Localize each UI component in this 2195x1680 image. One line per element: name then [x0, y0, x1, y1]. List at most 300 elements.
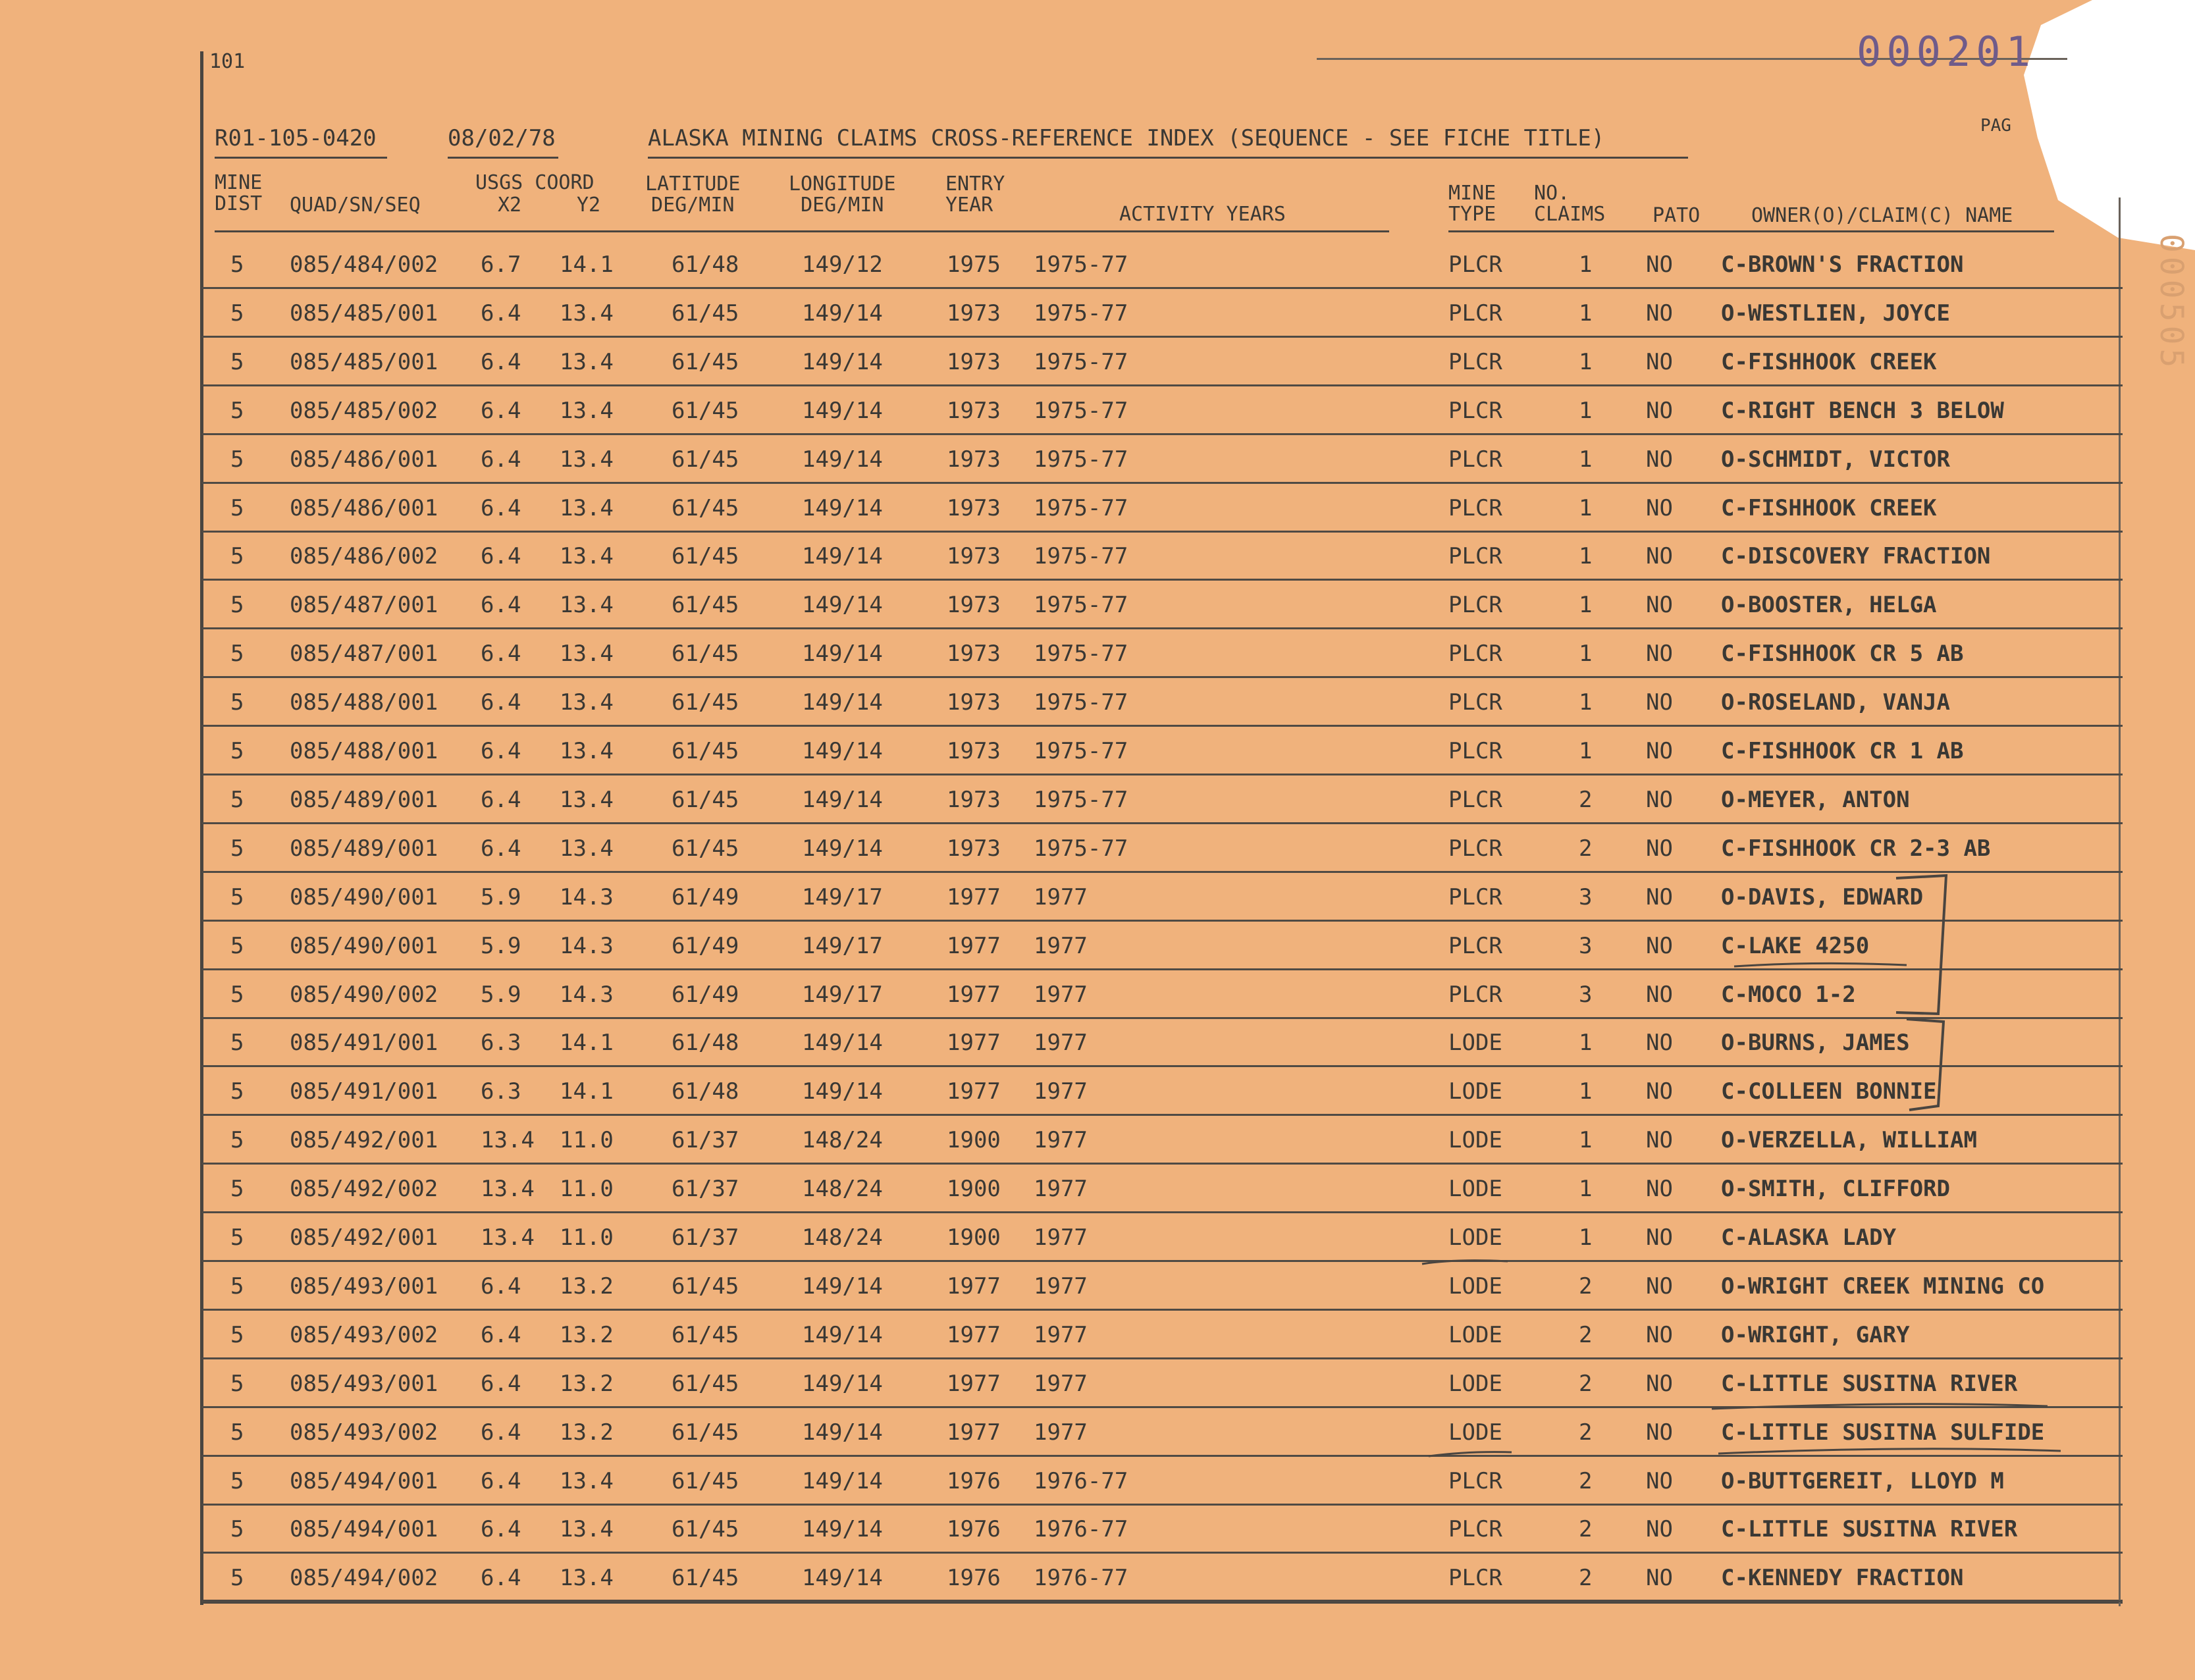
mine-type-cell: LODE	[1448, 1127, 1502, 1154]
owner-claim-name-cell: O-BUTTGEREIT, LLOYD M	[1721, 1467, 2004, 1494]
quad-sn-seq-cell: 085/488/001	[290, 689, 438, 716]
mine-dist-cell: 5	[230, 494, 244, 521]
owner-claim-name-cell: C-RIGHT BENCH 3 BELOW	[1721, 397, 2004, 424]
quad-sn-seq-cell: 085/491/001	[290, 1078, 438, 1105]
mine-dist-cell: 5	[230, 543, 244, 570]
no-claims-cell: 2	[1579, 1321, 1593, 1348]
quad-sn-seq-cell: 085/490/001	[290, 932, 438, 959]
side-stamp: 000505	[2153, 234, 2190, 372]
mine-type-cell: LODE	[1448, 1273, 1502, 1299]
mine-dist-cell: 5	[230, 786, 244, 813]
latitude-cell: 61/48	[672, 1030, 739, 1057]
latitude-cell: 61/49	[672, 883, 739, 910]
quad-sn-seq-cell: 085/485/002	[290, 397, 438, 424]
entry-year-cell: 1973	[947, 786, 1001, 813]
pato-cell: NO	[1646, 348, 1673, 375]
longitude-cell: 149/14	[802, 1078, 883, 1105]
owner-claim-name-cell: O-WRIGHT, GARY	[1721, 1321, 1910, 1348]
no-claims-cell: 1	[1579, 446, 1593, 473]
col-usgs-coord: USGS COORD	[475, 171, 595, 194]
serial-number: 000201	[1857, 28, 2036, 76]
entry-year-cell: 1973	[947, 397, 1001, 424]
entry-year-cell: 1900	[947, 1224, 1001, 1251]
mine-type-cell: PLCR	[1448, 446, 1502, 473]
quad-sn-seq-cell: 085/492/001	[290, 1224, 438, 1251]
latitude-cell: 61/48	[672, 251, 739, 278]
entry-year-cell: 1900	[947, 1176, 1001, 1203]
mine-type-cell: PLCR	[1448, 251, 1502, 278]
report-title: ALASKA MINING CLAIMS CROSS-REFERENCE INDEX (SEQUENCE - SEE FICHE TITLE)	[648, 125, 1605, 151]
usgs-y2-cell: 13.4	[560, 543, 614, 570]
quad-sn-seq-cell: 085/493/002	[290, 1321, 438, 1348]
col-no-claims: NO. CLAIMS	[1534, 182, 1606, 226]
longitude-cell: 149/14	[802, 494, 883, 521]
underline-mark-4	[1712, 1404, 2048, 1409]
quad-sn-seq-cell: 085/494/002	[290, 1565, 438, 1592]
entry-year-cell: 1973	[947, 543, 1001, 570]
col-longitude: LONGITUDE DEG/MIN	[789, 172, 896, 217]
usgs-x2-cell: 6.7	[481, 251, 521, 278]
usgs-x2-cell: 6.4	[481, 1565, 521, 1592]
usgs-y2-cell: 13.4	[560, 1467, 614, 1494]
entry-year-cell: 1977	[947, 1078, 1001, 1105]
usgs-x2-cell: 6.4	[481, 1370, 521, 1397]
usgs-y2-cell: 13.2	[560, 1370, 614, 1397]
no-claims-cell: 1	[1579, 543, 1593, 570]
no-claims-cell: 1	[1579, 1030, 1593, 1057]
no-claims-cell: 1	[1579, 1176, 1593, 1203]
entry-year-cell: 1976	[947, 1516, 1001, 1543]
no-claims-cell: 1	[1579, 397, 1593, 424]
usgs-x2-cell: 6.4	[481, 1273, 521, 1299]
longitude-cell: 149/14	[802, 1370, 883, 1397]
longitude-cell: 149/14	[802, 1273, 883, 1299]
usgs-x2-cell: 6.4	[481, 738, 521, 764]
activity-years-cell: 1975-77	[1034, 251, 1128, 278]
col-latitude: LATITUDE DEG/MIN	[645, 172, 741, 217]
entry-year-cell: 1976	[947, 1467, 1001, 1494]
mine-dist-cell: 5	[230, 251, 244, 278]
activity-years-cell: 1975-77	[1034, 592, 1128, 619]
no-claims-cell: 1	[1579, 641, 1593, 668]
longitude-cell: 149/14	[802, 738, 883, 764]
usgs-y2-cell: 11.0	[560, 1224, 614, 1251]
no-claims-cell: 2	[1579, 1370, 1593, 1397]
mine-dist-cell: 5	[230, 1030, 244, 1057]
activity-years-cell: 1977	[1034, 1224, 1088, 1251]
activity-years-cell: 1976-77	[1034, 1516, 1128, 1543]
mine-type-cell: PLCR	[1448, 397, 1502, 424]
mine-type-cell: PLCR	[1448, 300, 1502, 327]
col-quad: QUAD/SN/SEQ	[290, 194, 421, 217]
usgs-y2-cell: 13.2	[560, 1321, 614, 1348]
longitude-cell: 149/14	[802, 300, 883, 327]
quad-sn-seq-cell: 085/487/001	[290, 592, 438, 619]
entry-year-cell: 1977	[947, 1273, 1001, 1299]
entry-year-cell: 1975	[947, 251, 1001, 278]
col-owner-claim: OWNER(O)/CLAIM(C) NAME	[1751, 204, 2013, 227]
quad-sn-seq-cell: 085/485/001	[290, 348, 438, 375]
no-claims-cell: 2	[1579, 1565, 1593, 1592]
activity-years-cell: 1975-77	[1034, 494, 1128, 521]
longitude-cell: 149/14	[802, 543, 883, 570]
mine-dist-cell: 5	[230, 1321, 244, 1348]
mine-dist-cell: 5	[230, 738, 244, 764]
quad-sn-seq-cell: 085/490/002	[290, 981, 438, 1008]
mine-type-cell: PLCR	[1448, 1516, 1502, 1543]
longitude-cell: 149/17	[802, 932, 883, 959]
owner-claim-name-cell: O-SCHMIDT, VICTOR	[1721, 446, 1950, 473]
mine-type-cell: PLCR	[1448, 543, 1502, 570]
usgs-x2-cell: 6.4	[481, 300, 521, 327]
pato-cell: NO	[1646, 981, 1673, 1008]
usgs-y2-cell: 13.2	[560, 1273, 614, 1299]
owner-claim-name-cell: O-BOOSTER, HELGA	[1721, 592, 1937, 619]
owner-claim-name-cell: C-FISHHOOK CR 1 AB	[1721, 738, 1964, 764]
mine-dist-cell: 5	[230, 1370, 244, 1397]
usgs-y2-cell: 13.2	[560, 1419, 614, 1446]
pato-cell: NO	[1646, 1273, 1673, 1299]
no-claims-cell: 2	[1579, 835, 1593, 862]
mine-type-cell: PLCR	[1448, 932, 1502, 959]
entry-year-cell: 1973	[947, 494, 1001, 521]
usgs-y2-cell: 13.4	[560, 348, 614, 375]
pato-cell: NO	[1646, 1321, 1673, 1348]
entry-year-cell: 1973	[947, 641, 1001, 668]
longitude-cell: 149/14	[802, 446, 883, 473]
latitude-cell: 61/45	[672, 300, 739, 327]
usgs-x2-cell: 5.9	[481, 981, 521, 1008]
owner-claim-name-cell: O-VERZELLA, WILLIAM	[1721, 1127, 1977, 1154]
usgs-x2-cell: 6.4	[481, 348, 521, 375]
quad-sn-seq-cell: 085/492/001	[290, 1127, 438, 1154]
entry-year-cell: 1977	[947, 1030, 1001, 1057]
quad-sn-seq-cell: 085/486/001	[290, 446, 438, 473]
pato-cell: NO	[1646, 835, 1673, 862]
no-claims-cell: 1	[1579, 348, 1593, 375]
activity-years-cell: 1976-77	[1034, 1565, 1128, 1592]
usgs-x2-cell: 13.4	[481, 1127, 535, 1154]
usgs-y2-cell: 13.4	[560, 397, 614, 424]
activity-years-cell: 1977	[1034, 1321, 1088, 1348]
pato-cell: NO	[1646, 883, 1673, 910]
owner-claim-name-cell: C-DISCOVERY FRACTION	[1721, 543, 1991, 570]
quad-sn-seq-cell: 085/493/001	[290, 1273, 438, 1299]
activity-years-cell: 1975-77	[1034, 300, 1128, 327]
owner-claim-name-cell: C-BROWN'S FRACTION	[1721, 251, 1964, 278]
col-entry-year: ENTRY YEAR	[945, 172, 1005, 217]
longitude-cell: 149/14	[802, 1565, 883, 1592]
no-claims-cell: 3	[1579, 932, 1593, 959]
no-claims-cell: 1	[1579, 1078, 1593, 1105]
page-label: PAG	[1980, 116, 2011, 136]
usgs-x2-cell: 13.4	[481, 1224, 535, 1251]
owner-claim-name-cell: C-COLLEEN BONNIE	[1721, 1078, 1937, 1105]
pato-cell: NO	[1646, 932, 1673, 959]
no-claims-cell: 3	[1579, 981, 1593, 1008]
quad-sn-seq-cell: 085/493/002	[290, 1419, 438, 1446]
mine-type-cell: PLCR	[1448, 494, 1502, 521]
usgs-y2-cell: 14.3	[560, 932, 614, 959]
usgs-x2-cell: 5.9	[481, 932, 521, 959]
pato-cell: NO	[1646, 543, 1673, 570]
corner-mark: 101	[209, 50, 246, 73]
owner-claim-name-cell: C-ALASKA LADY	[1721, 1224, 1897, 1251]
latitude-cell: 61/48	[672, 1078, 739, 1105]
quad-sn-seq-cell: 085/487/001	[290, 641, 438, 668]
latitude-cell: 61/45	[672, 1516, 739, 1543]
col-activity-years: ACTIVITY YEARS	[1119, 203, 1286, 226]
entry-year-cell: 1977	[947, 883, 1001, 910]
entry-year-cell: 1977	[947, 1419, 1001, 1446]
usgs-y2-cell: 13.4	[560, 592, 614, 619]
entry-year-cell: 1973	[947, 300, 1001, 327]
no-claims-cell: 1	[1579, 592, 1593, 619]
pato-cell: NO	[1646, 1565, 1673, 1592]
longitude-cell: 149/17	[802, 981, 883, 1008]
quad-sn-seq-cell: 085/491/001	[290, 1030, 438, 1057]
pato-cell: NO	[1646, 300, 1673, 327]
no-claims-cell: 2	[1579, 786, 1593, 813]
usgs-y2-cell: 14.3	[560, 981, 614, 1008]
pato-cell: NO	[1646, 446, 1673, 473]
latitude-cell: 61/37	[672, 1224, 739, 1251]
usgs-x2-cell: 6.4	[481, 835, 521, 862]
latitude-cell: 61/45	[672, 738, 739, 764]
longitude-cell: 149/14	[802, 689, 883, 716]
pato-cell: NO	[1646, 592, 1673, 619]
usgs-x2-cell: 6.4	[481, 1419, 521, 1446]
latitude-cell: 61/45	[672, 1467, 739, 1494]
owner-claim-name-cell: O-WRIGHT CREEK MINING CO	[1721, 1273, 2045, 1299]
activity-years-cell: 1975-77	[1034, 689, 1128, 716]
quad-sn-seq-cell: 085/486/002	[290, 543, 438, 570]
owner-claim-name-cell: C-FISHHOOK CR 5 AB	[1721, 641, 1964, 668]
longitude-cell: 148/24	[802, 1224, 883, 1251]
activity-years-cell: 1977	[1034, 981, 1088, 1008]
usgs-x2-cell: 6.3	[481, 1030, 521, 1057]
mine-dist-cell: 5	[230, 689, 244, 716]
mine-type-cell: LODE	[1448, 1030, 1502, 1057]
col-mine-type: MINE TYPE	[1448, 182, 1496, 226]
mine-dist-cell: 5	[230, 1565, 244, 1592]
usgs-x2-cell: 13.4	[481, 1176, 535, 1203]
activity-years-cell: 1977	[1034, 1419, 1088, 1446]
usgs-y2-cell: 13.4	[560, 786, 614, 813]
latitude-cell: 61/45	[672, 1565, 739, 1592]
mine-type-cell: LODE	[1448, 1224, 1502, 1251]
usgs-y2-cell: 13.4	[560, 494, 614, 521]
no-claims-cell: 3	[1579, 883, 1593, 910]
activity-years-cell: 1977	[1034, 1078, 1088, 1105]
latitude-cell: 61/37	[672, 1127, 739, 1154]
usgs-y2-cell: 13.4	[560, 1565, 614, 1592]
mine-dist-cell: 5	[230, 932, 244, 959]
mine-type-cell: LODE	[1448, 1321, 1502, 1348]
usgs-x2-cell: 6.3	[481, 1078, 521, 1105]
entry-year-cell: 1973	[947, 446, 1001, 473]
entry-year-cell: 1977	[947, 1321, 1001, 1348]
longitude-cell: 149/17	[802, 883, 883, 910]
usgs-x2-cell: 6.4	[481, 1467, 521, 1494]
owner-claim-name-cell: O-MEYER, ANTON	[1721, 786, 1910, 813]
entry-year-cell: 1973	[947, 592, 1001, 619]
longitude-cell: 149/14	[802, 348, 883, 375]
latitude-cell: 61/45	[672, 641, 739, 668]
mine-dist-cell: 5	[230, 300, 244, 327]
entry-year-cell: 1976	[947, 1565, 1001, 1592]
usgs-y2-cell: 13.4	[560, 835, 614, 862]
mine-type-cell: PLCR	[1448, 592, 1502, 619]
mine-dist-cell: 5	[230, 1224, 244, 1251]
no-claims-cell: 1	[1579, 494, 1593, 521]
mine-dist-cell: 5	[230, 1467, 244, 1494]
no-claims-cell: 1	[1579, 738, 1593, 764]
entry-year-cell: 1900	[947, 1127, 1001, 1154]
latitude-cell: 61/45	[672, 494, 739, 521]
owner-claim-name-cell: C-FISHHOOK CREEK	[1721, 494, 1937, 521]
latitude-cell: 61/49	[672, 932, 739, 959]
owner-claim-name-cell: O-DAVIS, EDWARD	[1721, 883, 1924, 910]
usgs-x2-cell: 6.4	[481, 641, 521, 668]
activity-years-cell: 1975-77	[1034, 446, 1128, 473]
mine-type-cell: PLCR	[1448, 1467, 1502, 1494]
latitude-cell: 61/45	[672, 446, 739, 473]
latitude-cell: 61/45	[672, 397, 739, 424]
mine-type-cell: LODE	[1448, 1078, 1502, 1105]
usgs-y2-cell: 14.1	[560, 251, 614, 278]
activity-years-cell: 1975-77	[1034, 738, 1128, 764]
mine-dist-cell: 5	[230, 1127, 244, 1154]
report-id: R01-105-0420	[215, 125, 377, 151]
mine-dist-cell: 5	[230, 446, 244, 473]
mine-type-cell: PLCR	[1448, 1565, 1502, 1592]
longitude-cell: 149/14	[802, 1321, 883, 1348]
underline-mark-2	[1422, 1261, 1508, 1264]
quad-sn-seq-cell: 085/490/001	[290, 883, 438, 910]
activity-years-cell: 1977	[1034, 1127, 1088, 1154]
mine-dist-cell: 5	[230, 1419, 244, 1446]
latitude-cell: 61/45	[672, 1321, 739, 1348]
mine-type-cell: LODE	[1448, 1176, 1502, 1203]
usgs-y2-cell: 11.0	[560, 1176, 614, 1203]
pato-cell: NO	[1646, 1078, 1673, 1105]
underline-mark-1	[1734, 963, 1907, 966]
mine-type-cell: LODE	[1448, 1419, 1502, 1446]
pato-cell: NO	[1646, 1224, 1673, 1251]
col-pato: PATO	[1653, 204, 1701, 227]
longitude-cell: 149/14	[802, 786, 883, 813]
pato-cell: NO	[1646, 1467, 1673, 1494]
no-claims-cell: 1	[1579, 1224, 1593, 1251]
usgs-y2-cell: 14.1	[560, 1078, 614, 1105]
mine-type-cell: PLCR	[1448, 348, 1502, 375]
longitude-cell: 149/14	[802, 835, 883, 862]
entry-year-cell: 1973	[947, 835, 1001, 862]
mine-dist-cell: 5	[230, 348, 244, 375]
mine-type-cell: PLCR	[1448, 641, 1502, 668]
quad-sn-seq-cell: 085/489/001	[290, 786, 438, 813]
mine-dist-cell: 5	[230, 592, 244, 619]
no-claims-cell: 1	[1579, 300, 1593, 327]
usgs-x2-cell: 6.4	[481, 786, 521, 813]
pato-cell: NO	[1646, 1419, 1673, 1446]
latitude-cell: 61/45	[672, 348, 739, 375]
usgs-y2-cell: 13.4	[560, 300, 614, 327]
activity-years-cell: 1975-77	[1034, 543, 1128, 570]
longitude-cell: 149/14	[802, 1516, 883, 1543]
longitude-cell: 149/14	[802, 397, 883, 424]
usgs-y2-cell: 13.4	[560, 1516, 614, 1543]
longitude-cell: 149/14	[802, 1467, 883, 1494]
mine-dist-cell: 5	[230, 1516, 244, 1543]
latitude-cell: 61/37	[672, 1176, 739, 1203]
activity-years-cell: 1977	[1034, 1273, 1088, 1299]
activity-years-cell: 1976-77	[1034, 1467, 1128, 1494]
quad-sn-seq-cell: 085/494/001	[290, 1516, 438, 1543]
latitude-cell: 61/45	[672, 592, 739, 619]
no-claims-cell: 1	[1579, 689, 1593, 716]
latitude-cell: 61/45	[672, 1273, 739, 1299]
col-mine-dist: MINE DIST	[215, 171, 263, 215]
quad-sn-seq-cell: 085/492/002	[290, 1176, 438, 1203]
mine-dist-cell: 5	[230, 397, 244, 424]
latitude-cell: 61/45	[672, 543, 739, 570]
underline-mark-3	[1429, 1452, 1512, 1456]
pato-cell: NO	[1646, 494, 1673, 521]
underline-mark-5	[1718, 1449, 2061, 1454]
usgs-x2-cell: 6.4	[481, 446, 521, 473]
entry-year-cell: 1973	[947, 738, 1001, 764]
pato-cell: NO	[1646, 689, 1673, 716]
mine-dist-cell: 5	[230, 1176, 244, 1203]
col-y2: Y2	[577, 194, 601, 217]
entry-year-cell: 1977	[947, 932, 1001, 959]
pato-cell: NO	[1646, 1176, 1673, 1203]
usgs-y2-cell: 13.4	[560, 689, 614, 716]
mine-type-cell: PLCR	[1448, 689, 1502, 716]
no-claims-cell: 2	[1579, 1273, 1593, 1299]
owner-claim-name-cell: C-LITTLE SUSITNA SULFIDE	[1721, 1419, 2045, 1446]
longitude-cell: 149/14	[802, 592, 883, 619]
usgs-x2-cell: 6.4	[481, 397, 521, 424]
usgs-y2-cell: 13.4	[560, 446, 614, 473]
longitude-cell: 148/24	[802, 1176, 883, 1203]
usgs-x2-cell: 6.4	[481, 1321, 521, 1348]
mine-type-cell: PLCR	[1448, 738, 1502, 764]
no-claims-cell: 1	[1579, 1127, 1593, 1154]
owner-claim-name-cell: O-BURNS, JAMES	[1721, 1030, 1910, 1057]
longitude-cell: 148/24	[802, 1127, 883, 1154]
quad-sn-seq-cell: 085/485/001	[290, 300, 438, 327]
quad-sn-seq-cell: 085/486/001	[290, 494, 438, 521]
pato-cell: NO	[1646, 1127, 1673, 1154]
quad-sn-seq-cell: 085/489/001	[290, 835, 438, 862]
mine-type-cell: PLCR	[1448, 981, 1502, 1008]
entry-year-cell: 1977	[947, 1370, 1001, 1397]
usgs-y2-cell: 14.1	[560, 1030, 614, 1057]
owner-claim-name-cell: C-FISHHOOK CR 2-3 AB	[1721, 835, 1991, 862]
activity-years-cell: 1977	[1034, 1030, 1088, 1057]
bracket-mark-2	[1907, 1019, 1944, 1110]
no-claims-cell: 2	[1579, 1516, 1593, 1543]
pato-cell: NO	[1646, 397, 1673, 424]
activity-years-cell: 1977	[1034, 1370, 1088, 1397]
entry-year-cell: 1977	[947, 981, 1001, 1008]
activity-years-cell: 1975-77	[1034, 641, 1128, 668]
pato-cell: NO	[1646, 1370, 1673, 1397]
longitude-cell: 149/14	[802, 641, 883, 668]
